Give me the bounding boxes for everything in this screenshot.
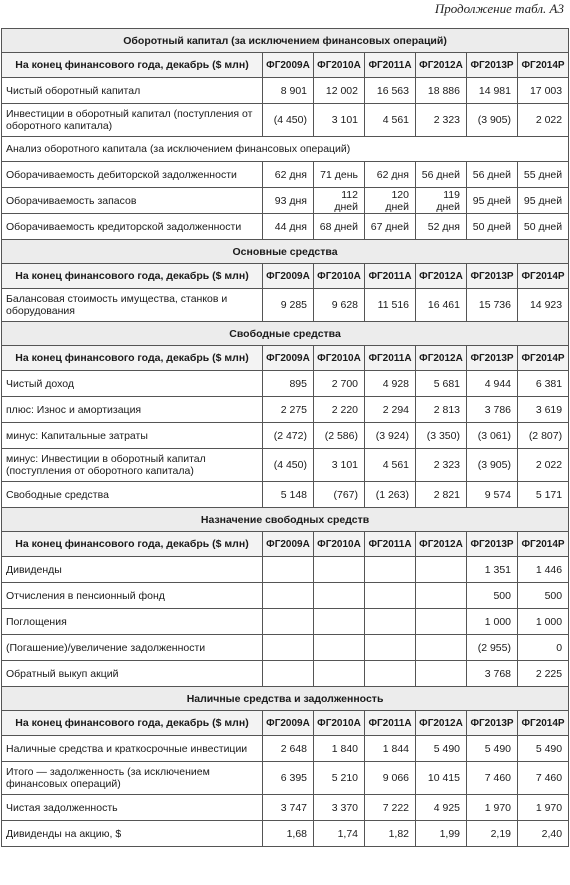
- section-title-row: [2, 240, 569, 264]
- row-value: 4 928: [365, 371, 416, 397]
- column-header-year: ФГ2013Р: [467, 532, 518, 557]
- table-row: [2, 762, 569, 795]
- row-value: 5 148: [263, 482, 314, 508]
- row-value: 1 970: [518, 795, 569, 821]
- column-header-row: [2, 53, 569, 78]
- table-row: [2, 188, 569, 214]
- row-value: 12 002: [314, 78, 365, 104]
- row-value: 500: [467, 583, 518, 609]
- column-header-year: ФГ2014Р: [518, 532, 569, 557]
- row-value: 2 275: [263, 397, 314, 423]
- row-value: 4 925: [416, 795, 467, 821]
- row-value: (2 807): [518, 423, 569, 449]
- table-row: [2, 289, 569, 322]
- row-value: 17 003: [518, 78, 569, 104]
- row-value: 2 323: [416, 449, 467, 482]
- column-header-year: ФГ2012А: [416, 264, 467, 289]
- table-row: [2, 661, 569, 687]
- column-header-year: ФГ2011А: [365, 346, 416, 371]
- table-row: [2, 78, 569, 104]
- row-label: Обратный выкуп акций: [2, 661, 263, 687]
- row-value: 1,68: [263, 821, 314, 847]
- row-value: (2 955): [467, 635, 518, 661]
- column-header-year: ФГ2014Р: [518, 264, 569, 289]
- column-header-row: [2, 532, 569, 557]
- table-row: [2, 635, 569, 661]
- row-value: 3 619: [518, 397, 569, 423]
- row-value: 10 415: [416, 762, 467, 795]
- row-value: 16 563: [365, 78, 416, 104]
- row-value: 9 066: [365, 762, 416, 795]
- row-value: [263, 609, 314, 635]
- row-value: 71 день: [314, 162, 365, 188]
- row-label: Дивиденды: [2, 557, 263, 583]
- row-value: 9 628: [314, 289, 365, 322]
- row-value: 11 516: [365, 289, 416, 322]
- row-label: Балансовая стоимость имущества, станков и оборудования: [2, 289, 263, 322]
- column-header-period: На конец финансового года, декабрь ($ млн): [2, 532, 263, 557]
- row-value: [263, 557, 314, 583]
- row-value: 500: [518, 583, 569, 609]
- column-header-year: ФГ2010А: [314, 53, 365, 78]
- column-header-year: ФГ2012А: [416, 532, 467, 557]
- row-value: 2 022: [518, 104, 569, 137]
- row-value: [314, 609, 365, 635]
- row-value: [263, 583, 314, 609]
- column-header-year: ФГ2009А: [263, 711, 314, 736]
- row-value: [416, 583, 467, 609]
- section-title-row: [2, 687, 569, 711]
- row-value: [365, 635, 416, 661]
- table-row: [2, 609, 569, 635]
- row-value: 120 дней: [365, 188, 416, 214]
- row-value: 4 561: [365, 104, 416, 137]
- column-header-year: ФГ2012А: [416, 711, 467, 736]
- column-header-year: ФГ2011А: [365, 532, 416, 557]
- row-value: 15 736: [467, 289, 518, 322]
- column-header-year: ФГ2012А: [416, 53, 467, 78]
- row-value: 1,74: [314, 821, 365, 847]
- row-value: 1 970: [467, 795, 518, 821]
- section-title: Свободные средства: [2, 322, 569, 346]
- section-title-row: [2, 29, 569, 53]
- table-row: [2, 583, 569, 609]
- row-value: 7 460: [467, 762, 518, 795]
- section-title-row: [2, 322, 569, 346]
- row-value: 5 490: [467, 736, 518, 762]
- row-label: минус: Инвестиции в оборотный капитал (поступления от оборотного капитала): [2, 449, 263, 482]
- row-value: 68 дней: [314, 214, 365, 240]
- section-title-row: [2, 508, 569, 532]
- column-header-year: ФГ2011А: [365, 711, 416, 736]
- table-row: [2, 104, 569, 137]
- table-row: [2, 821, 569, 847]
- row-value: 3 786: [467, 397, 518, 423]
- row-label: Чистый оборотный капитал: [2, 78, 263, 104]
- row-value: 14 981: [467, 78, 518, 104]
- row-value: 95 дней: [518, 188, 569, 214]
- column-header-row: [2, 264, 569, 289]
- subheading-row: [2, 137, 569, 162]
- row-label: Отчисления в пенсионный фонд: [2, 583, 263, 609]
- row-value: 2 225: [518, 661, 569, 687]
- row-value: (767): [314, 482, 365, 508]
- table-body: [2, 29, 569, 847]
- column-header-row: [2, 711, 569, 736]
- column-header-year: ФГ2010А: [314, 264, 365, 289]
- row-value: 1 446: [518, 557, 569, 583]
- row-value: 93 дня: [263, 188, 314, 214]
- row-value: (2 586): [314, 423, 365, 449]
- row-label: минус: Капитальные затраты: [2, 423, 263, 449]
- row-value: 1 000: [518, 609, 569, 635]
- column-header-year: ФГ2013Р: [467, 346, 518, 371]
- column-header-year: ФГ2009А: [263, 53, 314, 78]
- row-value: 1,99: [416, 821, 467, 847]
- row-label: Оборачиваемость запасов: [2, 188, 263, 214]
- row-label: Оборачиваемость дебиторской задолженности: [2, 162, 263, 188]
- row-value: [263, 661, 314, 687]
- column-header-year: ФГ2014Р: [518, 346, 569, 371]
- row-value: 56 дней: [416, 162, 467, 188]
- row-value: 9 285: [263, 289, 314, 322]
- row-value: 14 923: [518, 289, 569, 322]
- row-value: (3 924): [365, 423, 416, 449]
- row-value: 6 395: [263, 762, 314, 795]
- row-value: (3 350): [416, 423, 467, 449]
- row-value: [365, 557, 416, 583]
- column-header-period: На конец финансового года, декабрь ($ млн): [2, 53, 263, 78]
- column-header-year: ФГ2010А: [314, 532, 365, 557]
- row-value: 2 648: [263, 736, 314, 762]
- row-value: 5 490: [416, 736, 467, 762]
- row-value: 112 дней: [314, 188, 365, 214]
- column-header-row: [2, 346, 569, 371]
- row-value: (3 905): [467, 104, 518, 137]
- column-header-year: ФГ2014Р: [518, 53, 569, 78]
- column-header-year: ФГ2013Р: [467, 711, 518, 736]
- row-value: (1 263): [365, 482, 416, 508]
- row-value: [314, 635, 365, 661]
- row-value: 7 460: [518, 762, 569, 795]
- row-label: Свободные средства: [2, 482, 263, 508]
- column-header-year: ФГ2012А: [416, 346, 467, 371]
- row-value: 2,40: [518, 821, 569, 847]
- row-value: 1 351: [467, 557, 518, 583]
- table-row: [2, 397, 569, 423]
- table-row: [2, 736, 569, 762]
- column-header-period: На конец финансового года, декабрь ($ млн): [2, 711, 263, 736]
- row-value: 8 901: [263, 78, 314, 104]
- column-header-year: ФГ2011А: [365, 264, 416, 289]
- row-value: 2 700: [314, 371, 365, 397]
- table-row: [2, 214, 569, 240]
- row-value: 16 461: [416, 289, 467, 322]
- row-value: [263, 635, 314, 661]
- table-row: [2, 423, 569, 449]
- row-value: [416, 557, 467, 583]
- column-header-period: На конец финансового года, декабрь ($ млн): [2, 346, 263, 371]
- table-row: [2, 795, 569, 821]
- column-header-year: ФГ2013Р: [467, 264, 518, 289]
- row-value: 1 840: [314, 736, 365, 762]
- row-value: 52 дня: [416, 214, 467, 240]
- table-row: [2, 557, 569, 583]
- subheading-label: Анализ оборотного капитала (за исключением финансовых операций): [2, 137, 569, 162]
- row-value: 5 681: [416, 371, 467, 397]
- row-value: 5 210: [314, 762, 365, 795]
- row-value: 2 022: [518, 449, 569, 482]
- section-title: Наличные средства и задолженность: [2, 687, 569, 711]
- financial-table: [1, 28, 569, 847]
- row-value: [416, 609, 467, 635]
- row-value: 2 220: [314, 397, 365, 423]
- row-label: Итого — задолженность (за исключением финансовых операций): [2, 762, 263, 795]
- row-value: 3 768: [467, 661, 518, 687]
- row-value: 4 944: [467, 371, 518, 397]
- row-label: Дивиденды на акцию, $: [2, 821, 263, 847]
- table-row: [2, 449, 569, 482]
- table-row: [2, 482, 569, 508]
- row-value: 3 747: [263, 795, 314, 821]
- column-header-year: ФГ2011А: [365, 53, 416, 78]
- column-header-year: ФГ2009А: [263, 264, 314, 289]
- row-value: 1 000: [467, 609, 518, 635]
- column-header-year: ФГ2009А: [263, 346, 314, 371]
- row-value: (3 061): [467, 423, 518, 449]
- row-value: 1 844: [365, 736, 416, 762]
- row-label: Чистая задолженность: [2, 795, 263, 821]
- table-row: [2, 162, 569, 188]
- column-header-year: ФГ2013Р: [467, 53, 518, 78]
- row-value: 3 370: [314, 795, 365, 821]
- row-value: [365, 661, 416, 687]
- row-value: 0: [518, 635, 569, 661]
- row-value: 2 813: [416, 397, 467, 423]
- column-header-period: На конец финансового года, декабрь ($ млн): [2, 264, 263, 289]
- row-label: Оборачиваемость кредиторской задолженности: [2, 214, 263, 240]
- row-label: Чистый доход: [2, 371, 263, 397]
- row-value: 50 дней: [518, 214, 569, 240]
- row-value: 895: [263, 371, 314, 397]
- row-value: (4 450): [263, 104, 314, 137]
- row-value: [314, 557, 365, 583]
- row-value: [416, 661, 467, 687]
- row-value: [314, 661, 365, 687]
- row-value: 50 дней: [467, 214, 518, 240]
- row-value: 62 дня: [263, 162, 314, 188]
- column-header-year: ФГ2014Р: [518, 711, 569, 736]
- row-value: [365, 609, 416, 635]
- row-value: 1,82: [365, 821, 416, 847]
- row-value: 3 101: [314, 104, 365, 137]
- row-value: 2,19: [467, 821, 518, 847]
- row-value: (4 450): [263, 449, 314, 482]
- table-row: [2, 371, 569, 397]
- row-value: 119 дней: [416, 188, 467, 214]
- row-label: Наличные средства и краткосрочные инвестиции: [2, 736, 263, 762]
- row-value: 55 дней: [518, 162, 569, 188]
- row-value: 2 323: [416, 104, 467, 137]
- row-value: [416, 635, 467, 661]
- row-value: 95 дней: [467, 188, 518, 214]
- table-caption: Продолжение табл. А3: [434, 1, 564, 16]
- section-title: Оборотный капитал (за исключением финансовых операций): [2, 29, 569, 53]
- section-title: Назначение свободных средств: [2, 508, 569, 532]
- section-title: Основные средства: [2, 240, 569, 264]
- row-label: Поглощения: [2, 609, 263, 635]
- row-value: 2 294: [365, 397, 416, 423]
- row-value: (2 472): [263, 423, 314, 449]
- row-value: 44 дня: [263, 214, 314, 240]
- row-value: 2 821: [416, 482, 467, 508]
- row-label: (Погашение)/увеличение задолженности: [2, 635, 263, 661]
- row-value: 3 101: [314, 449, 365, 482]
- column-header-year: ФГ2009А: [263, 532, 314, 557]
- row-value: 67 дней: [365, 214, 416, 240]
- row-value: 5 171: [518, 482, 569, 508]
- row-value: 56 дней: [467, 162, 518, 188]
- row-value: [365, 583, 416, 609]
- row-value: 4 561: [365, 449, 416, 482]
- row-value: (3 905): [467, 449, 518, 482]
- row-label: плюс: Износ и амортизация: [2, 397, 263, 423]
- column-header-year: ФГ2010А: [314, 711, 365, 736]
- row-value: 62 дня: [365, 162, 416, 188]
- row-value: 18 886: [416, 78, 467, 104]
- row-value: [314, 583, 365, 609]
- column-header-year: ФГ2010А: [314, 346, 365, 371]
- row-value: 6 381: [518, 371, 569, 397]
- row-value: 7 222: [365, 795, 416, 821]
- row-label: Инвестиции в оборотный капитал (поступления от оборотного капитала): [2, 104, 263, 137]
- row-value: 9 574: [467, 482, 518, 508]
- row-value: 5 490: [518, 736, 569, 762]
